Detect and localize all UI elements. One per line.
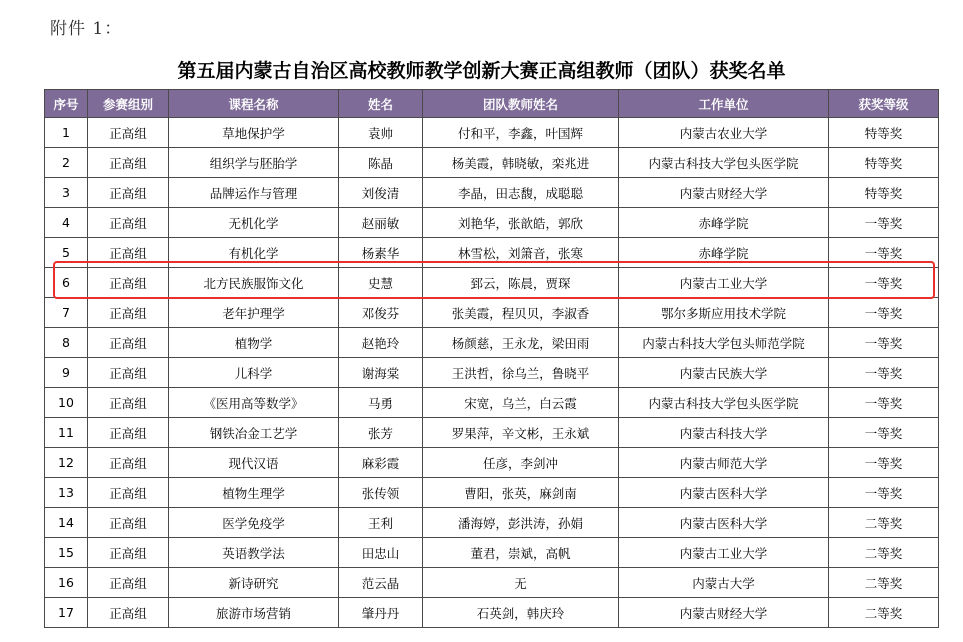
table-row: [45, 298, 939, 328]
index-cell: 14: [45, 508, 88, 538]
group-cell: 正高组: [88, 538, 169, 568]
document-title: 第五届内蒙古自治区高校教师教学创新大赛正高组教师（团队）获奖名单: [177, 60, 786, 82]
table-row: [45, 538, 939, 568]
name-cell: 张传领: [339, 478, 423, 508]
unit-cell: 内蒙古科技大学包头医学院: [619, 148, 829, 178]
course-cell: 儿科学: [169, 358, 339, 388]
table-row: [45, 418, 939, 448]
award-cell: 一等奖: [829, 328, 939, 358]
group-cell: 正高组: [88, 568, 169, 598]
course-cell: 草地保护学: [169, 118, 339, 148]
unit-cell: 鄂尔多斯应用技术学院: [619, 298, 829, 328]
index-cell: 2: [45, 148, 88, 178]
unit-cell: 内蒙古科技大学包头师范学院: [619, 328, 829, 358]
team-cell: 任彦，李剑冲: [423, 448, 619, 478]
course-cell: 钢铁冶金工艺学: [169, 418, 339, 448]
name-cell: 肇丹丹: [339, 598, 423, 628]
name-cell: 范云晶: [339, 568, 423, 598]
award-cell: 一等奖: [829, 478, 939, 508]
index-cell: 7: [45, 298, 88, 328]
name-cell: 邓俊芬: [339, 298, 423, 328]
unit-cell: 赤峰学院: [619, 208, 829, 238]
group-cell: 正高组: [88, 178, 169, 208]
course-cell: 品牌运作与管理: [169, 178, 339, 208]
team-cell: 张美霞，程贝贝，李淑香: [423, 298, 619, 328]
unit-cell: 内蒙古师范大学: [619, 448, 829, 478]
group-cell: 正高组: [88, 448, 169, 478]
course-cell: 旅游市场营销: [169, 598, 339, 628]
award-cell: 一等奖: [829, 268, 939, 298]
index-cell: 16: [45, 568, 88, 598]
team-cell: 董君，崇斌，高帆: [423, 538, 619, 568]
column-header-team: 团队教师姓名: [423, 90, 619, 118]
name-cell: 赵丽敏: [339, 208, 423, 238]
award-cell: 特等奖: [829, 178, 939, 208]
course-cell: 组织学与胚胎学: [169, 148, 339, 178]
unit-cell: 内蒙古科技大学包头医学院: [619, 388, 829, 418]
column-header-index: 序号: [45, 90, 88, 118]
team-cell: 杨颜慈，王永龙，梁田雨: [423, 328, 619, 358]
award-cell: 一等奖: [829, 358, 939, 388]
index-cell: 12: [45, 448, 88, 478]
team-cell: 潘海婷，彭洪涛，孙娟: [423, 508, 619, 538]
column-header-group: 参赛组别: [88, 90, 169, 118]
team-cell: 李晶，田志馥，成聪聪: [423, 178, 619, 208]
course-cell: 北方民族服饰文化: [169, 268, 339, 298]
table-header-row: [45, 90, 939, 118]
course-cell: 有机化学: [169, 238, 339, 268]
index-cell: 3: [45, 178, 88, 208]
table-row: [45, 598, 939, 628]
group-cell: 正高组: [88, 598, 169, 628]
unit-cell: 内蒙古医科大学: [619, 478, 829, 508]
course-cell: 新诗研究: [169, 568, 339, 598]
unit-cell: 内蒙古工业大学: [619, 538, 829, 568]
course-cell: 英语教学法: [169, 538, 339, 568]
index-cell: 17: [45, 598, 88, 628]
unit-cell: 内蒙古大学: [619, 568, 829, 598]
name-cell: 赵艳玲: [339, 328, 423, 358]
group-cell: 正高组: [88, 208, 169, 238]
table-row: [45, 208, 939, 238]
group-cell: 正高组: [88, 328, 169, 358]
name-cell: 田忠山: [339, 538, 423, 568]
unit-cell: 内蒙古医科大学: [619, 508, 829, 538]
course-cell: 老年护理学: [169, 298, 339, 328]
team-cell: 宋宽，乌兰，白云霞: [423, 388, 619, 418]
name-cell: 刘俊清: [339, 178, 423, 208]
unit-cell: 内蒙古民族大学: [619, 358, 829, 388]
team-cell: 杨美霞，韩晓敏，栾兆进: [423, 148, 619, 178]
unit-cell: 内蒙古农业大学: [619, 118, 829, 148]
team-cell: 刘艳华，张歆皓，郭欣: [423, 208, 619, 238]
award-cell: 一等奖: [829, 418, 939, 448]
group-cell: 正高组: [88, 478, 169, 508]
name-cell: 杨素华: [339, 238, 423, 268]
course-cell: 无机化学: [169, 208, 339, 238]
award-cell: 二等奖: [829, 598, 939, 628]
team-cell: 王洪哲，徐乌兰，鲁晓平: [423, 358, 619, 388]
index-cell: 5: [45, 238, 88, 268]
unit-cell: 赤峰学院: [619, 238, 829, 268]
index-cell: 4: [45, 208, 88, 238]
award-cell: 二等奖: [829, 508, 939, 538]
team-cell: 郅云，陈晨，贾琛: [423, 268, 619, 298]
team-cell: 石英剑，韩庆玲: [423, 598, 619, 628]
name-cell: 马勇: [339, 388, 423, 418]
award-cell: 特等奖: [829, 148, 939, 178]
table-row: [45, 568, 939, 598]
team-cell: 无: [423, 568, 619, 598]
award-cell: 一等奖: [829, 298, 939, 328]
award-cell: 一等奖: [829, 388, 939, 418]
column-header-award: 获奖等级: [829, 90, 939, 118]
award-cell: 二等奖: [829, 568, 939, 598]
group-cell: 正高组: [88, 238, 169, 268]
table-row: [45, 448, 939, 478]
index-cell: 11: [45, 418, 88, 448]
name-cell: 袁帅: [339, 118, 423, 148]
group-cell: 正高组: [88, 358, 169, 388]
name-cell: 陈晶: [339, 148, 423, 178]
course-cell: 植物生理学: [169, 478, 339, 508]
table-row: [45, 328, 939, 358]
group-cell: 正高组: [88, 418, 169, 448]
table-row: [45, 388, 939, 418]
award-cell: 一等奖: [829, 208, 939, 238]
unit-cell: 内蒙古科技大学: [619, 418, 829, 448]
index-cell: 13: [45, 478, 88, 508]
table-row: [45, 358, 939, 388]
course-cell: 植物学: [169, 328, 339, 358]
unit-cell: 内蒙古财经大学: [619, 178, 829, 208]
name-cell: 麻彩霞: [339, 448, 423, 478]
column-header-course: 课程名称: [169, 90, 339, 118]
team-cell: 罗果萍，辛文彬，王永斌: [423, 418, 619, 448]
course-cell: 现代汉语: [169, 448, 339, 478]
index-cell: 15: [45, 538, 88, 568]
table-row: [45, 238, 939, 268]
course-cell: 《医用高等数学》: [169, 388, 339, 418]
group-cell: 正高组: [88, 298, 169, 328]
table-body: [45, 118, 939, 628]
name-cell: 谢海棠: [339, 358, 423, 388]
index-cell: 1: [45, 118, 88, 148]
group-cell: 正高组: [88, 118, 169, 148]
unit-cell: 内蒙古财经大学: [619, 598, 829, 628]
name-cell: 史慧: [339, 268, 423, 298]
award-cell: 一等奖: [829, 238, 939, 268]
name-cell: 张芳: [339, 418, 423, 448]
table-row: [45, 148, 939, 178]
index-cell: 8: [45, 328, 88, 358]
unit-cell: 内蒙古工业大学: [619, 268, 829, 298]
group-cell: 正高组: [88, 508, 169, 538]
table-row: [45, 178, 939, 208]
group-cell: 正高组: [88, 148, 169, 178]
column-header-name: 姓名: [339, 90, 423, 118]
award-cell: 一等奖: [829, 448, 939, 478]
index-cell: 9: [45, 358, 88, 388]
team-cell: 林雪松，刘箫音，张寒: [423, 238, 619, 268]
award-cell: 二等奖: [829, 538, 939, 568]
group-cell: 正高组: [88, 388, 169, 418]
table-row: [45, 508, 939, 538]
award-cell: 特等奖: [829, 118, 939, 148]
column-header-unit: 工作单位: [619, 90, 829, 118]
table-row: [45, 268, 939, 298]
award-table: [44, 89, 939, 628]
table-row: [45, 118, 939, 148]
attachment-label: 附件 1：: [50, 19, 123, 39]
index-cell: 6: [45, 268, 88, 298]
course-cell: 医学免疫学: [169, 508, 339, 538]
group-cell: 正高组: [88, 268, 169, 298]
name-cell: 王利: [339, 508, 423, 538]
table-row: [45, 478, 939, 508]
team-cell: 曹阳，张英，麻剑南: [423, 478, 619, 508]
index-cell: 10: [45, 388, 88, 418]
team-cell: 付和平，李鑫，叶国辉: [423, 118, 619, 148]
